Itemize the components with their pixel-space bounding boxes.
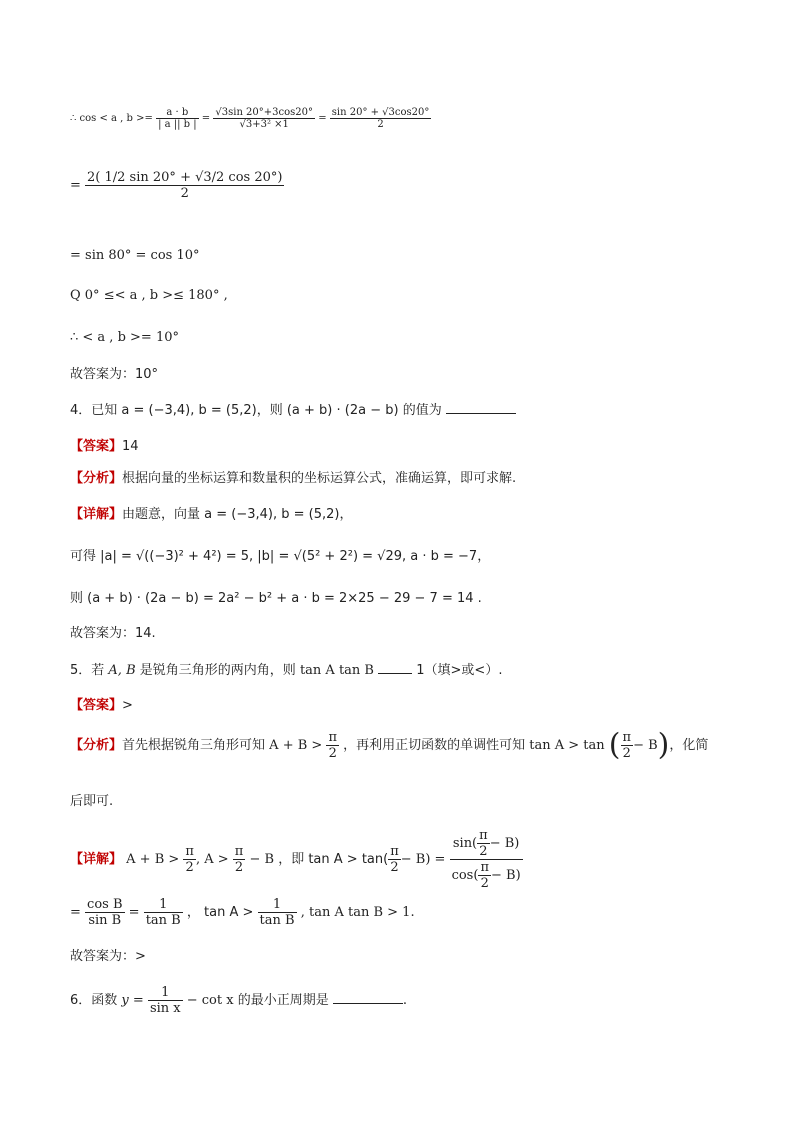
cos-over-sin-fraction: $\frac{\text{cos B}}{\text{sin B}}$: [87, 897, 123, 928]
pi-over-2-fraction: $\frac{\pi}{2}$: [185, 844, 194, 875]
q6-answer-blank[interactable]: [333, 1003, 403, 1004]
coord-fraction: $\frac{√3\sin 20^\circ+3\cos 20^\circ}{\text{√3+3² ×1}}$: [215, 107, 314, 130]
dot-over-norm-fraction: $\frac{a \cdot b}{| a || b |}$: [158, 107, 197, 130]
q4-answer-blank[interactable]: [446, 413, 516, 414]
q4-answer: 【答案】14: [70, 439, 139, 454]
angle-range-line: Q 0° ≤< a , b >≤ 180° ,: [70, 288, 228, 303]
q5-analysis-cont: 后即可.: [70, 794, 114, 809]
sin-over-cos-fraction: sin( $\frac{\pi}{2}$ − B) cos( $\frac{\pi}{2}$ − B): [451, 828, 521, 891]
q5-detail-1: 【详解】 A + B > $\frac{\pi}{2}$ , A > $\frac{\pi}{2}$ − B ，即 tan A > tan( $\frac{\pi}{2}$ − B) = sin( $\frac{\pi}{2}$ − B) cos( $\frac{\pi}{2}$ − B): [70, 828, 521, 891]
sin80-line: = sin 80° = cos 10°: [70, 248, 200, 263]
q4-detail-1: 【详解】由题意，向量 a = (−3,4), b = (5,2)，: [70, 507, 353, 522]
pi-over-2-fraction: $\frac{\pi}{2}$: [234, 844, 244, 875]
q5-final: 故答案为：>: [70, 949, 146, 964]
q4-analysis: 【分析】根据向量的坐标运算和数量积的坐标运算公式，准确运算，即可求解.: [70, 471, 517, 486]
q4-detail-3: 则 (a + b) · (2a − b) = 2a² − b² + a · b = 2×25 − 29 − 7 = 14 .: [70, 591, 482, 606]
pi-over-2-fraction: $\frac{\pi}{2}$: [328, 730, 337, 761]
half-angle-fraction: $\frac{2( 1/2 \sin 20^\circ + √3/2 \cos 20^\circ)}{2}$: [87, 170, 283, 201]
one-over-tan-fraction: $\frac{1}{\text{tan B}}$: [259, 897, 295, 928]
q5-answer: 【答案】>: [70, 698, 133, 713]
q4-final: 故答案为：14.: [70, 626, 156, 641]
angle-result-line: ∴ < a , b >= 10°: [70, 330, 179, 345]
pi-over-2-fraction: $\frac{\pi}{2}$: [390, 844, 399, 875]
q5-analysis: 【分析】首先根据锐角三角形可知 A + B > $\frac{\pi}{2}$ ，再利用正切函数的单调性可知 tan A > tan ( $\frac{\pi}{2}$ − B)，化简: [70, 727, 709, 763]
q6-stem: 6．函数 y = $\frac{1}{\text{sin x}}$ − cot x 的最小正周期是 .: [70, 985, 408, 1016]
simplified-fraction: $\frac{\sin 20^\circ + √3\cos 20^\circ}{2}$: [331, 107, 430, 130]
pi-over-2-fraction: $\frac{\pi}{2}$: [622, 730, 632, 761]
q5-answer-blank[interactable]: [378, 673, 412, 674]
q5-stem: 5．若 A, B 是锐角三角形的两内角，则 tan A tan B 1（填>或<）.: [70, 663, 503, 678]
cos-angle-line: ∴ cos < a , b >= $\frac{a \cdot b}{| a || b |}$ = $\frac{√3\sin 20^\circ+3\cos 20^\circ}{\text{√3+3² ×1}}$ = $\frac{\sin 20^\circ + √3\cos 20^\circ}{2}$: [70, 107, 430, 130]
q4-detail-2: 可得 |a| = √((−3)² + 4²) = 5, |b| = √(5² + 2²) = √29, a · b = −7，: [70, 549, 491, 564]
q5-detail-2: = $\frac{\text{cos B}}{\text{sin B}}$ = $\frac{1}{\text{tan B}}$ ， tan A > $\frac{1}{\text{tan B}}$ , tan A tan B > 1.: [70, 897, 415, 928]
answer-line-prev: 故答案为：10°: [70, 367, 159, 382]
q4-stem: 4．已知 a = (−3,4), b = (5,2)，则 (a + b) · (2a − b) 的值为: [70, 399, 516, 418]
one-over-sinx-fraction: $\frac{1}{\text{sin x}}$: [149, 985, 181, 1016]
big-fraction-line: = $\frac{2( 1/2 \sin 20^\circ + √3/2 \cos 20^\circ)}{2}$: [70, 170, 283, 201]
one-over-tan-fraction: $\frac{1}{\text{tan B}}$: [145, 897, 181, 928]
